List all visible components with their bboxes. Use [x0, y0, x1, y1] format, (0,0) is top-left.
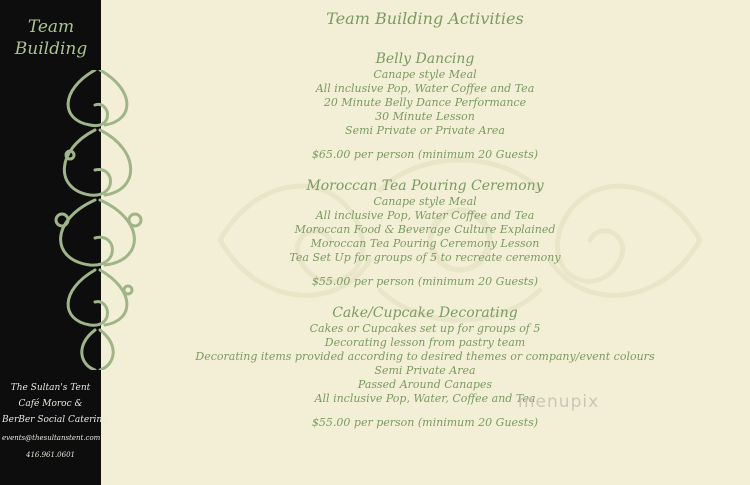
business-name-catering: BerBer Social Catering	[2, 415, 108, 425]
activity-detail: Tea Set Up for groups of 5 to recreate ceremony	[289, 251, 561, 264]
activity-title: Belly Dancing	[375, 51, 475, 67]
activity-detail: Moroccan Tea Pouring Ceremony Lesson	[310, 237, 540, 250]
main-content	[160, 8, 690, 446]
activity-detail: Semi Private Area	[374, 364, 476, 377]
page-title: Team Building Activities	[326, 9, 524, 28]
activity-detail: All inclusive Pop, Water, Coffee and Tea	[314, 392, 536, 405]
sidebar-title-line: Building	[14, 39, 88, 59]
sidebar-title	[8, 16, 94, 60]
activity-detail: Moroccan Food & Beverage Culture Explained	[294, 223, 556, 236]
activity-detail: Cakes or Cupcakes set up for groups of 5	[309, 322, 541, 335]
activity-tea-ceremony	[160, 178, 690, 289]
activity-detail: Semi Private or Private Area	[345, 124, 505, 137]
menupix-watermark: menupix	[518, 392, 600, 412]
activity-detail: Decorating items provided according to desired themes or company/event colours	[195, 350, 655, 363]
activity-title: Cake/Cupcake Decorating	[332, 305, 518, 321]
activity-detail: Passed Around Canapes	[357, 378, 493, 391]
activity-detail: 30 Minute Lesson	[375, 110, 475, 123]
sidebar-footer	[2, 380, 108, 462]
contact-email: events@thesultanstent.com	[2, 434, 101, 442]
business-name-cafe: Café Moroc &	[18, 399, 83, 409]
activity-detail: Decorating lesson from pastry team	[324, 336, 526, 349]
activity-title: Moroccan Tea Pouring Ceremony	[306, 178, 544, 194]
activity-detail: Canape style Meal	[373, 68, 477, 81]
scrollwork-ornament-icon	[40, 70, 150, 370]
activity-detail: Canape style Meal	[373, 195, 477, 208]
contact-phone: 416.961.0601	[26, 451, 75, 459]
activity-belly-dancing	[160, 51, 690, 162]
activity-detail: 20 Minute Belly Dance Performance	[323, 96, 527, 109]
activity-price: $55.00 per person (minimum 20 Guests)	[311, 275, 539, 288]
business-name: The Sultan's Tent	[10, 383, 91, 393]
activity-detail: All inclusive Pop, Water Coffee and Tea	[315, 209, 535, 222]
activity-detail: All inclusive Pop, Water Coffee and Tea	[315, 82, 535, 95]
activity-price: $55.00 per person (minimum 20 Guests)	[311, 416, 539, 429]
activity-price: $65.00 per person (minimum 20 Guests)	[311, 148, 539, 161]
sidebar-title-line: Team	[27, 17, 75, 37]
activity-cake-decorating	[160, 305, 690, 430]
